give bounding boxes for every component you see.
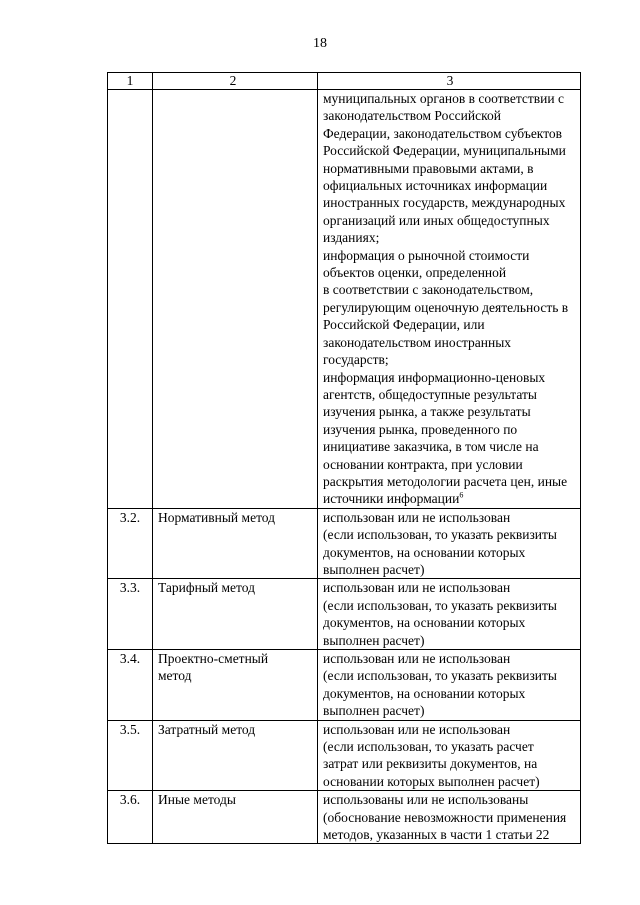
description-line: основании контракта, при условии bbox=[323, 456, 523, 472]
description-line: Федерации, законодательством субъектов bbox=[323, 125, 563, 141]
description-line: (если использован, то указать расчет bbox=[323, 739, 534, 755]
description-line: использован или не использован bbox=[323, 509, 511, 525]
cell-method bbox=[153, 579, 318, 650]
table-header-row bbox=[108, 73, 581, 90]
description-line: изучения рынка, проведенного по bbox=[323, 421, 518, 437]
cell-description bbox=[318, 720, 581, 791]
method-line: Проектно-сметный bbox=[158, 651, 269, 666]
cell-description bbox=[318, 579, 581, 650]
table-row bbox=[108, 650, 581, 721]
description-line: (обоснование невозможности применения bbox=[323, 809, 567, 825]
description-line: использован или не использован bbox=[323, 651, 511, 666]
description-line: агентств, общедоступные результаты bbox=[323, 386, 537, 402]
description-line: использован или не использован bbox=[323, 721, 511, 737]
description-line: выполнен расчет) bbox=[323, 703, 425, 719]
description-line: (если использован, то указать реквизиты bbox=[323, 668, 558, 684]
description-line: выполнен расчет) bbox=[323, 632, 425, 648]
header-cell-2: 2 bbox=[153, 73, 318, 90]
table-row bbox=[108, 508, 581, 579]
description-line: раскрытия методологии расчета цен, иные bbox=[323, 473, 568, 489]
description-line: нормативными правовыми актами, в bbox=[323, 160, 534, 176]
header-cell-3: 3 bbox=[318, 73, 581, 90]
description-line: муниципальных органов в соответствии с bbox=[323, 91, 564, 106]
description-line: законодательством иностранных bbox=[323, 334, 512, 350]
cell-method bbox=[153, 720, 318, 791]
page-number: 18 bbox=[313, 36, 327, 51]
cell-method bbox=[153, 791, 318, 844]
description-line: Российской Федерации, муниципальными bbox=[323, 143, 566, 159]
cell-method bbox=[153, 90, 318, 509]
cell-num: 3.4. bbox=[108, 650, 153, 721]
cell-num bbox=[108, 90, 153, 509]
description-line: изданиях; bbox=[323, 230, 380, 246]
method-line: Иные методы bbox=[158, 792, 236, 808]
description-line: государств; bbox=[323, 352, 389, 368]
method-line: метод bbox=[158, 668, 192, 684]
description-line: документов, на основании которых bbox=[323, 615, 526, 631]
description-line: инициативе заказчика, в том числе на bbox=[323, 439, 539, 455]
cell-description bbox=[318, 650, 581, 721]
table-row-continuation bbox=[108, 90, 581, 509]
description-line: информация информационно-ценовых bbox=[323, 369, 546, 385]
description-line: организаций или иных общедоступных bbox=[323, 212, 550, 228]
description-line: информация о рыночной стоимости bbox=[323, 247, 530, 263]
method-line: Тарифный метод bbox=[158, 580, 256, 596]
cell-description bbox=[318, 791, 581, 844]
table-row bbox=[108, 720, 581, 791]
method-line: Затратный метод bbox=[158, 721, 256, 737]
description-line: документов, на основании которых bbox=[323, 544, 526, 560]
cell-num: 3.5. bbox=[108, 720, 153, 791]
table-row bbox=[108, 579, 581, 650]
description-line: (если использован, то указать реквизиты bbox=[323, 527, 558, 543]
description-line: изучения рынка, а также результаты bbox=[323, 404, 531, 420]
description-line: основании которых выполнен расчет) bbox=[323, 773, 540, 789]
table-row bbox=[108, 791, 581, 844]
cell-description bbox=[318, 508, 581, 579]
description-line: официальных источниках информации bbox=[323, 178, 548, 194]
description-line: в соответствии с законодательством, bbox=[323, 282, 534, 298]
description-line: методов, указанных в части 1 статьи 22 bbox=[323, 827, 550, 843]
description-line: Российской Федерации, или bbox=[323, 317, 485, 333]
description-line: объектов оценки, определенной bbox=[323, 265, 507, 281]
cell-num: 3.2. bbox=[108, 508, 153, 579]
description-line: использован или не использован bbox=[323, 580, 511, 596]
description-line: законодательством Российской bbox=[323, 108, 501, 124]
method-line: Нормативный метод bbox=[158, 509, 276, 525]
description-line: документов, на основании которых bbox=[323, 685, 526, 701]
cell-num: 3.6. bbox=[108, 791, 153, 844]
description-line: затрат или реквизиты документов, на bbox=[323, 756, 538, 772]
description-line: выполнен расчет) bbox=[323, 561, 425, 577]
description-line: источники информации$^6$ bbox=[323, 490, 464, 507]
description-line: (если использован, то указать реквизиты bbox=[323, 597, 558, 613]
document-table bbox=[107, 72, 581, 844]
footnote-mark: 6 bbox=[459, 490, 464, 500]
description-line: иностранных государств, международных bbox=[323, 195, 566, 211]
cell-num: 3.3. bbox=[108, 579, 153, 650]
header-cell-1: 1 bbox=[108, 73, 153, 90]
description-line: регулирующим оценочную деятельность в bbox=[323, 299, 569, 315]
cell-method bbox=[153, 508, 318, 579]
cell-method bbox=[153, 650, 318, 721]
cell-description bbox=[318, 90, 581, 509]
description-line: использованы или не использованы bbox=[323, 792, 529, 808]
